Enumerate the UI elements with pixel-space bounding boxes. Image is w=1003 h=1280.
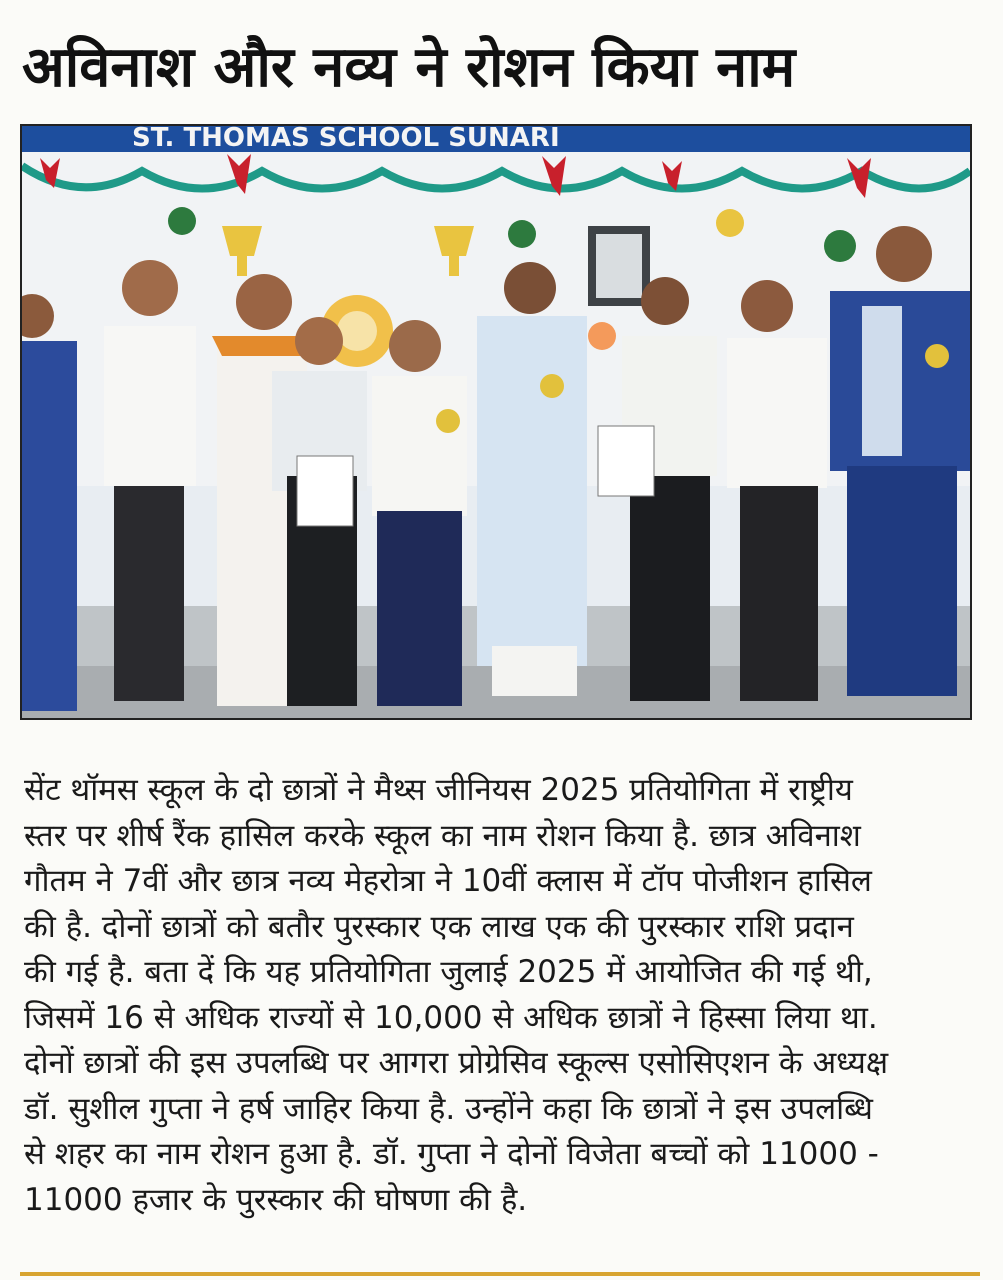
article-line: डॉ. सुशील गुप्ता ने हर्ष जाहिर किया है. उन्होंने कहा कि छात्रों ने इस उपलब्धि [24, 1090, 873, 1127]
article-line: स्तर पर शीर्ष रैंक हासिल करके स्कूल का नाम रोशन किया है. छात्र अविनाश [24, 817, 861, 854]
article-line: से शहर का नाम रोशन हुआ है. डॉ. गुप्ता ने दोनों विजेता बच्चों को 11000 - [24, 1136, 879, 1172]
person-5 [372, 320, 467, 706]
person-2 [104, 260, 196, 701]
article-line: दोनों छात्रों की इस उपलब्धि पर आगरा प्रोग्रेसिव स्कूल्स एसोसिएशन के अध्यक्ष [24, 1045, 889, 1081]
bottom-rule [20, 1272, 980, 1276]
person-9 [830, 226, 970, 696]
banner-text: ST. THOMAS SCHOOL SUNARI [132, 126, 560, 153]
article-line: की है. दोनों छात्रों को बतौर पुरस्कार एक लाख एक की पुरस्कार राशि प्रदान [24, 908, 854, 945]
person-8 [727, 280, 827, 701]
headline: अविनाश और नव्य ने रोशन किया नाम [22, 35, 796, 100]
group-photo-image [22, 126, 970, 718]
article-line: गौतम ने 7वीं और छात्र नव्य मेहरोत्रा ने 10वीं क्लास में टॉप पोजीशन हासिल [24, 863, 872, 899]
article-line: की गई है. बता दें कि यह प्रतियोगिता जुलाई 2025 में आयोजित की गई थी, [24, 954, 873, 990]
article-line: सेंट थॉमस स्कूल के दो छात्रों ने मैथ्स जीनियस 2025 प्रतियोगिता में राष्ट्रीय [24, 772, 853, 808]
article-body [24, 768, 979, 1223]
article-line: 11000 हजार के पुरस्कार की घोषणा की है. [24, 1181, 528, 1218]
group-photo [20, 124, 972, 720]
article-line: जिसमें 16 से अधिक राज्यों से 10,000 से अधिक छात्रों ने हिस्सा लिया था. [24, 999, 878, 1036]
person-1 [22, 294, 77, 711]
person-6 [477, 262, 587, 696]
